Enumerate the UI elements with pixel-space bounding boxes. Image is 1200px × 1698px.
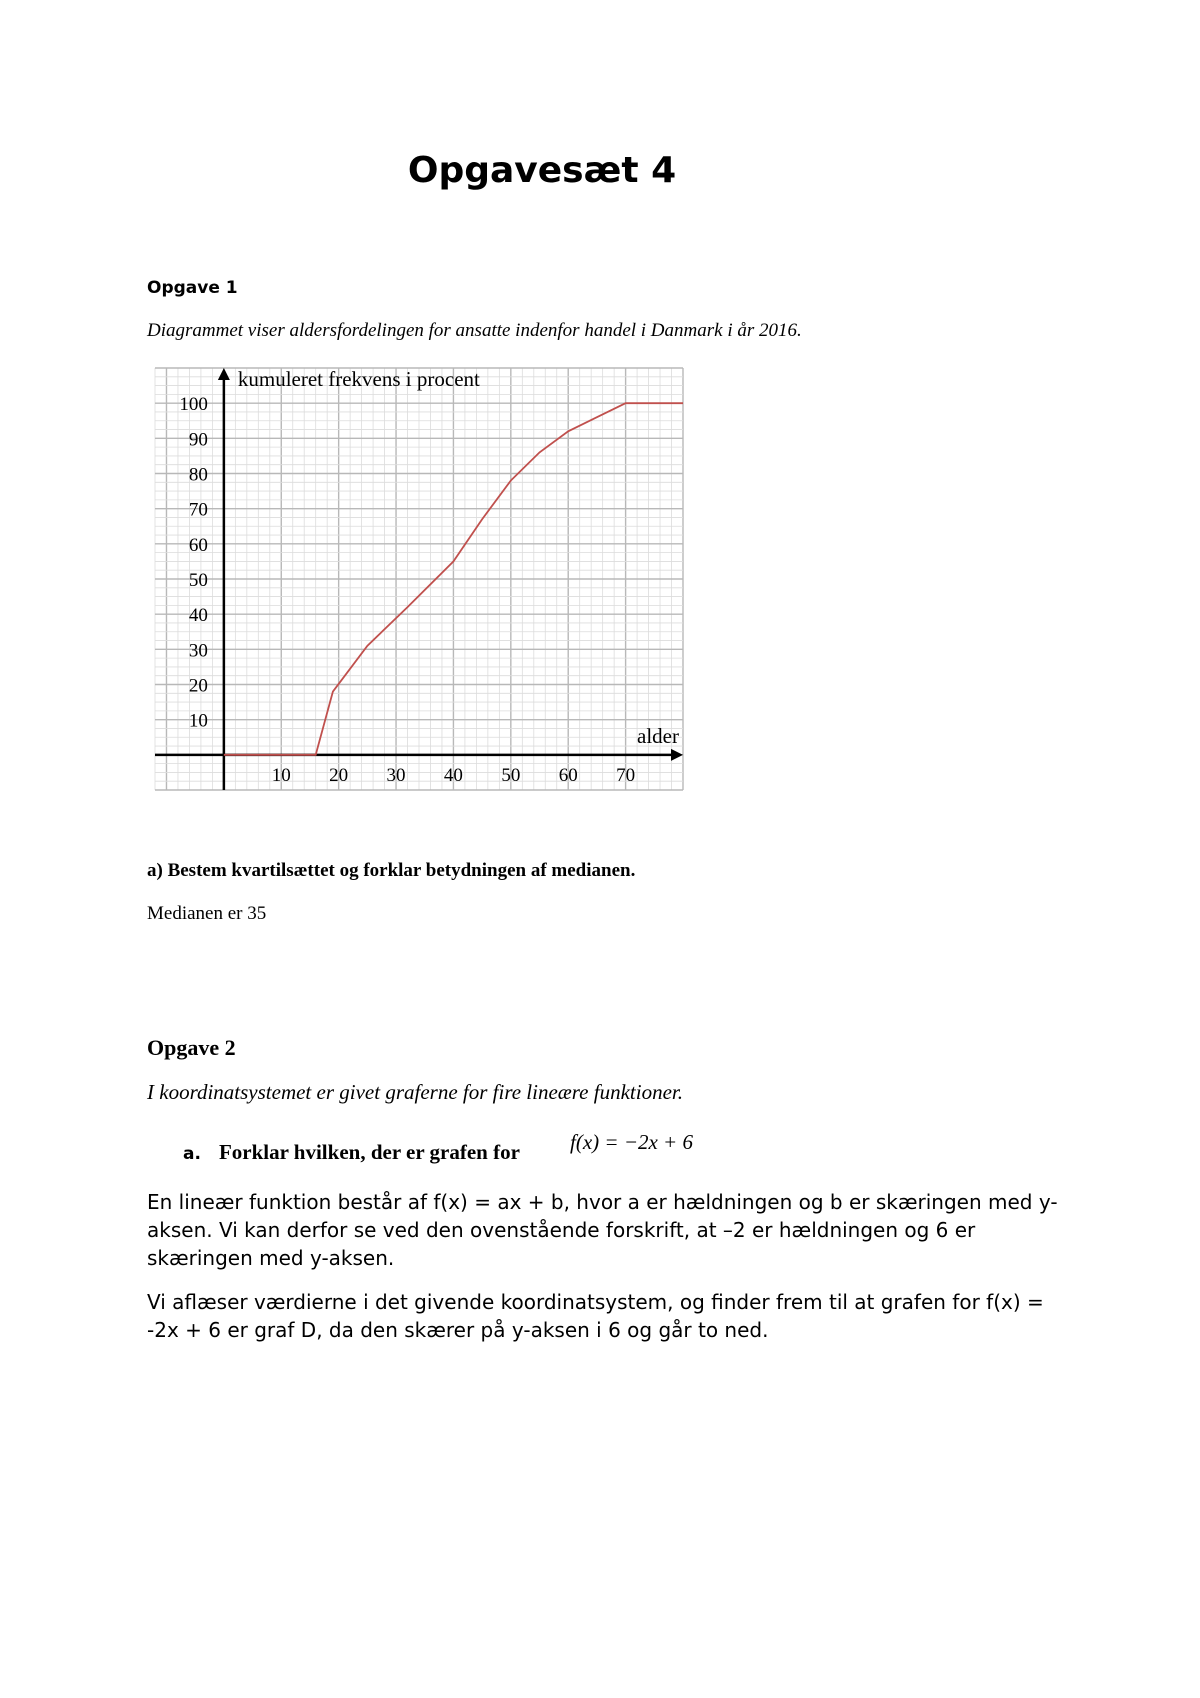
y-tick-label: 50 — [188, 570, 208, 591]
answer-paragraph-2: Vi aflæser værdierne i det givende koordinatsystem, og finder frem til at grafen for f(x) = -2x + 6 er graf D, da den skærer på y-aksen i 6 og går to ned. — [147, 1290, 1044, 1342]
y-tick-label: 30 — [188, 640, 208, 662]
y-tick-label: 100 — [179, 394, 208, 416]
list-marker: a. — [183, 1144, 201, 1164]
task2-question-a — [183, 1140, 520, 1165]
formula: f(x) = −2x + 6 — [570, 1130, 693, 1154]
task2-intro: I koordinatsystemet er givet graferne for fire lineære funktioner. — [147, 1080, 683, 1104]
y-axis-arrow — [218, 368, 230, 380]
x-axis-label: alder — [637, 723, 679, 748]
task2-heading: Opgave 2 — [147, 1035, 236, 1060]
y-tick-label: 60 — [188, 534, 208, 556]
x-tick-label: 20 — [329, 764, 349, 786]
cumulative-frequency-chart — [145, 358, 685, 803]
x-tick-label: 10 — [271, 764, 291, 786]
y-tick-label: 10 — [188, 710, 208, 732]
x-tick-label: 60 — [558, 764, 578, 786]
x-tick-label: 70 — [616, 764, 636, 786]
y-tick-label: 80 — [188, 464, 208, 486]
x-tick-label: 30 — [386, 764, 406, 786]
task1-heading: Opgave 1 — [147, 278, 238, 298]
task1-question-a: a) Bestem kvartilsættet og forklar betydningen af medianen. — [147, 860, 636, 881]
y-axis-label: kumuleret frekvens i procent — [237, 367, 480, 391]
y-tick-label: 20 — [188, 675, 208, 697]
y-tick-label: 40 — [188, 605, 208, 627]
task1-answer-a: Medianen er 35 — [147, 903, 267, 924]
y-tick-label: 70 — [188, 499, 208, 521]
x-tick-label: 40 — [443, 764, 463, 786]
x-axis-arrow — [671, 749, 683, 761]
y-tick-label: 90 — [188, 429, 208, 451]
chart-svg — [145, 358, 685, 798]
task2-question-a-text: Forklar hvilken, der er grafen for — [218, 1140, 520, 1164]
page-title: Opgavesæt 4 — [407, 150, 677, 191]
task1-intro: Diagrammet viser aldersfordelingen for ansatte indenfor handel i Danmark i år 2016. — [147, 320, 802, 341]
chart-grid — [155, 368, 683, 790]
x-tick-label: 50 — [501, 764, 521, 786]
answer-paragraph-1: En lineær funktion består af f(x) = ax + b, hvor a er hældningen og b er skæringen med y-aksen. Vi kan derfor se ved den ovenstående forskrift, at –2 er hældningen og 6 er skæringen med y-aksen. — [147, 1190, 1058, 1270]
